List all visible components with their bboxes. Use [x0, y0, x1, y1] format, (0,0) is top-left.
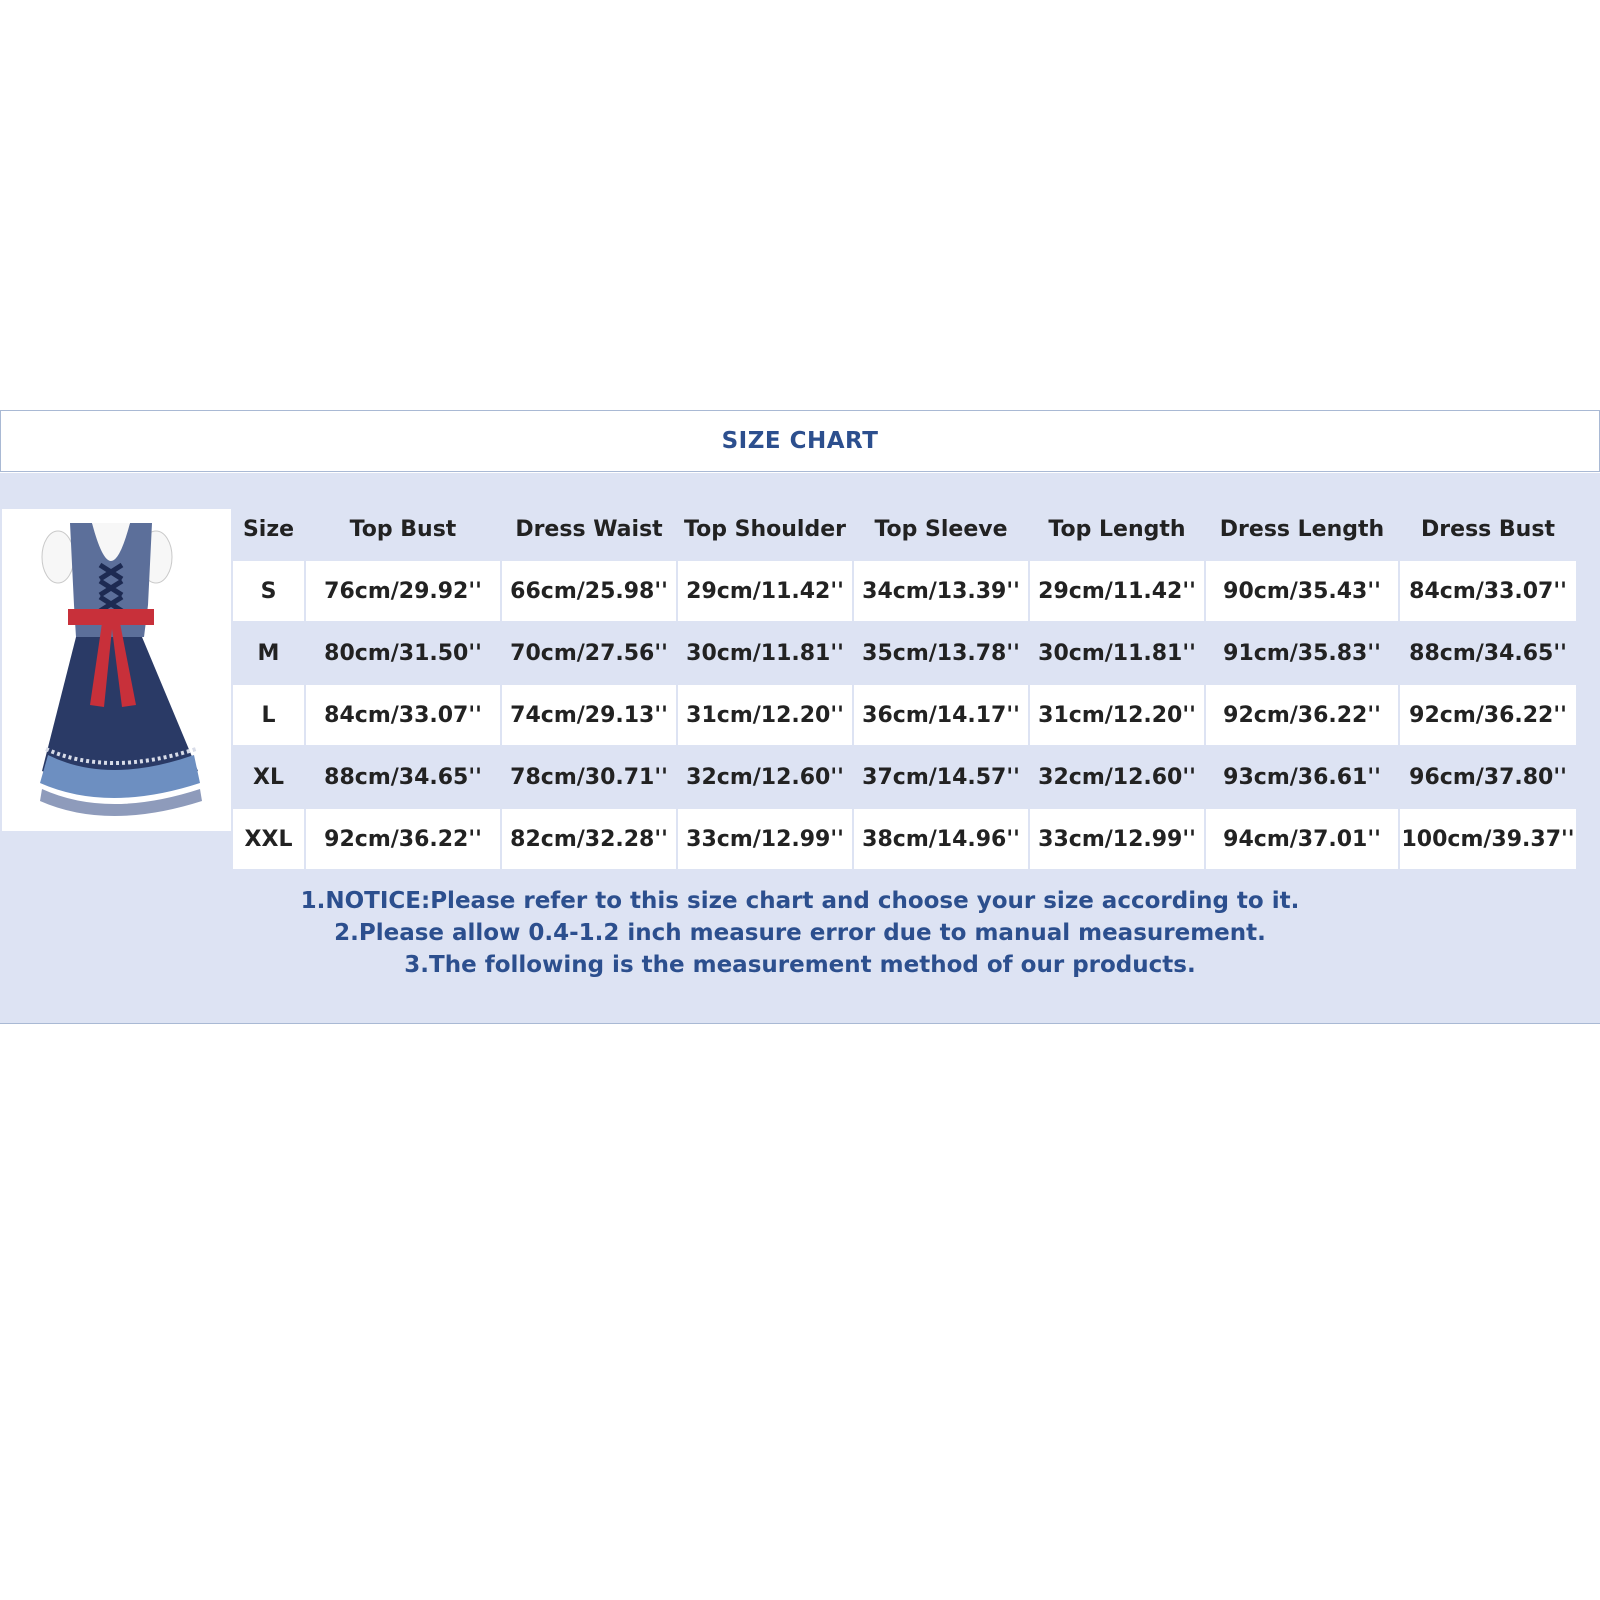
header-cell: Top Length: [1048, 516, 1186, 542]
table-row: [233, 623, 1576, 683]
table-cell: 80cm/31.50'': [306, 623, 500, 683]
table-row: [233, 747, 1576, 807]
header-cell: Top Shoulder: [684, 516, 846, 542]
header-cell: Dress Waist: [515, 516, 663, 542]
table-cell: 84cm/33.07'': [1400, 561, 1576, 621]
table-header-row: [233, 499, 1576, 559]
table-cell: 76cm/29.92'': [306, 561, 500, 621]
table-cell: 90cm/35.43'': [1206, 561, 1398, 621]
size-cell: M: [233, 623, 304, 683]
table-cell: 32cm/12.60'': [678, 747, 852, 807]
table-cell: 36cm/14.17'': [854, 685, 1028, 745]
table-cell: 92cm/36.22'': [1400, 685, 1576, 745]
table-cell: 34cm/13.39'': [854, 561, 1028, 621]
table-cell: 74cm/29.13'': [502, 685, 676, 745]
table-cell: 66cm/25.98'': [502, 561, 676, 621]
chart-title: SIZE CHART: [721, 428, 879, 454]
table-cell: 94cm/37.01'': [1206, 809, 1398, 869]
table-cell: 37cm/14.57'': [854, 747, 1028, 807]
size-chart: [0, 410, 1600, 1024]
table-cell: 78cm/30.71'': [502, 747, 676, 807]
size-cell: XXL: [233, 809, 304, 869]
table-cell: 33cm/12.99'': [1030, 809, 1204, 869]
size-cell: S: [233, 561, 304, 621]
table-cell: 38cm/14.96'': [854, 809, 1028, 869]
note-line: 1.NOTICE:Please refer to this size chart and choose your size according to it.: [300, 888, 1300, 914]
table-cell: 88cm/34.65'': [306, 747, 500, 807]
table-row: [233, 809, 1576, 869]
table-cell: 29cm/11.42'': [1030, 561, 1204, 621]
size-cell: L: [233, 685, 304, 745]
table-cell: 93cm/36.61'': [1206, 747, 1398, 807]
title-bar: [0, 411, 1600, 472]
note-line: 3.The following is the measurement method of our products.: [404, 952, 1196, 978]
table-cell: 30cm/11.81'': [678, 623, 852, 683]
table-cell: 88cm/34.65'': [1400, 623, 1576, 683]
table-cell: 31cm/12.20'': [678, 685, 852, 745]
table-cell: 82cm/32.28'': [502, 809, 676, 869]
table-cell: 91cm/35.83'': [1206, 623, 1398, 683]
product-photo: [2, 509, 231, 831]
table-cell: 84cm/33.07'': [306, 685, 500, 745]
table-row: [233, 561, 1576, 621]
notes: [0, 885, 1600, 981]
table-cell: 70cm/27.56'': [502, 623, 676, 683]
table-cell: 30cm/11.81'': [1030, 623, 1204, 683]
table-cell: 96cm/37.80'': [1400, 747, 1576, 807]
note-line: 2.Please allow 0.4-1.2 inch measure error due to manual measurement.: [334, 920, 1266, 946]
table-cell: 31cm/12.20'': [1030, 685, 1204, 745]
table-cell: 100cm/39.37'': [1400, 809, 1576, 869]
chart-band: [0, 473, 1600, 1023]
table-cell: 92cm/36.22'': [306, 809, 500, 869]
header-cell: Dress Length: [1219, 516, 1385, 542]
table-cell: 35cm/13.78'': [854, 623, 1028, 683]
table-row: [233, 685, 1576, 745]
header-cell: Top Bust: [349, 516, 457, 542]
size-cell: XL: [233, 747, 304, 807]
table-cell: 33cm/12.99'': [678, 809, 852, 869]
left-sleeve: [42, 531, 74, 583]
size-table: [231, 497, 1578, 871]
header-cell: Dress Bust: [1421, 516, 1555, 542]
waist-sash: [68, 609, 154, 625]
header-cell: Size: [242, 516, 295, 542]
header-cell: Top Sleeve: [874, 516, 1008, 542]
dirndl-dress-icon: [2, 509, 231, 831]
table-cell: 32cm/12.60'': [1030, 747, 1204, 807]
table-cell: 29cm/11.42'': [678, 561, 852, 621]
table-cell: 92cm/36.22'': [1206, 685, 1398, 745]
